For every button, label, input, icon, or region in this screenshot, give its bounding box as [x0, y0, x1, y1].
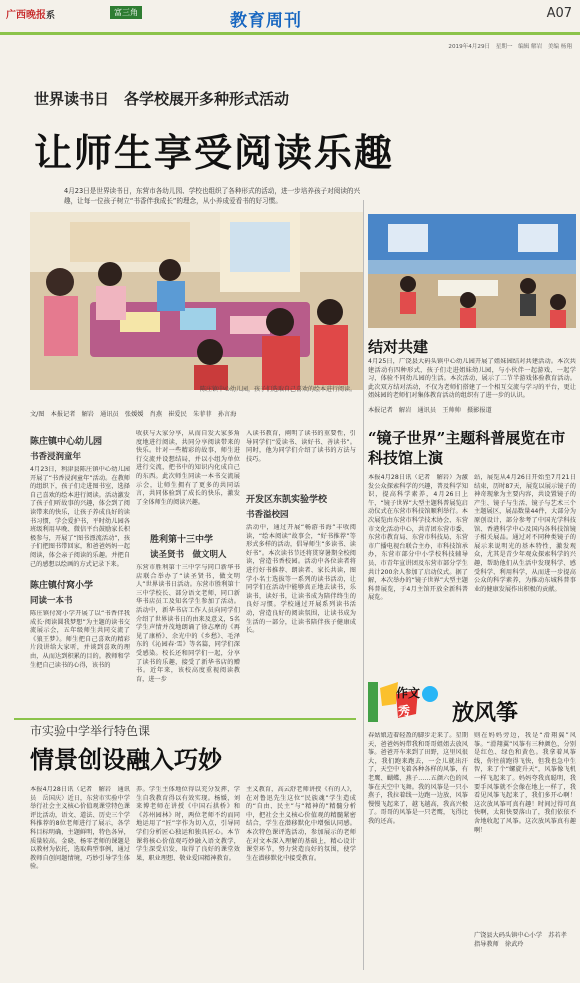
col3-subheading: 书香溢校园: [246, 510, 289, 520]
article5-col1: 本报4月28日讯（记者 解岩 通讯员 岳国庆）近日，东营市实验中学举行社会主义核心价值观课堂特色课评比活动，语文、道法、历史三个学科推荐的8位老师进行了展示，各学科目标明确，主题鲜明，特色各异，质量较高。金晓、杨零老师的课题是以教材为依托，选取典型事例，通过教师自创问题情境，巧妙引导学生体验。: [30, 786, 130, 871]
article5-col2: 养。学生主体地位得以充分发挥，学生自我教育得以有效实现。杨媛，刘来博老师在讲授《中国石拱桥》和《苏州园林》时，两位老师不约而同地运用了“匠”字作为切入点，引导同学们分析匠心独运和独具匠心。本节课将核心价值观巧妙融入语文教学，学生深受启发，取得了良好的课堂效果，职业理想、敬业爱国精神教育。: [136, 786, 240, 862]
col3-paragraph-1: 入读书教育，阐明了读书的重要性，引导同学们“爱读书、读好书、善读书”。同时，他为同学们介绍了读书的方法与技巧。: [246, 430, 356, 463]
column-divider-main: [363, 200, 364, 970]
col1-subheading-2: 同读一本书: [30, 596, 73, 606]
col3-heading: 开发区东凯实验学校: [246, 495, 328, 505]
article5-title: 情景创设融入巧妙: [30, 745, 222, 774]
essay-badge: [368, 680, 442, 724]
article4-title: 放风筝: [452, 700, 519, 726]
col1-paragraph-1: 4月23日，利津县陈庄镇中心幼儿园开展了“书香浸润童年”活动。在教师的组织下，孩子们走进图书室，选择自己喜欢的绘本进行阅读。活动激发了孩子们听故事的兴趣，体会到了阅读带来的快乐，让孩子养成良好的读书习惯，学会爱护书，平时幼儿园各班级利用早晚、微信平台鼓励家长积极参与，开展了“图书漂流活动”，孩子们把图书带回家，和爸爸妈妈一起阅读，体会亲子阅读的乐趣。并把自己的感想以绘画的方式记录下来。: [30, 466, 130, 568]
reading-photo-illustration: [30, 212, 364, 390]
newspaper-logo: [6, 6, 55, 21]
page-number: A07: [546, 6, 572, 21]
article1-lead: 世界读书日 各学校展开多种形式活动: [34, 90, 290, 108]
col1-heading-1: 陈庄镇中心幼儿园: [30, 437, 103, 447]
article3-col2: 站，展览从4月26日开始至7月21日结束，历时87天，展览以展示镜子的神奇现象为主要内容，共设置镜子的产生、镜子与生活、镜子与艺术三个主题展区，展品数量44件，大部分为原创设计，部分参考了中国光学科技馆、香港科学中心及国内各科技馆镜子相关展品。通过对不同种类镜子的展示来说明光的基本特性，激发观众，尤其是青少年观众探索科学的兴趣，帮助他们从生活中发现科学、感受科学、利用科学，从而进一步提高公众的科学素养，为推动东城科普事业的健康发展作出积极的贡献。: [474, 474, 576, 593]
reading-photo: [30, 212, 364, 390]
issue-meta: 2019年4月29日 星期一 编辑 解岩 美编 杨翔: [448, 44, 572, 50]
reading-photo-caption: 陈庄镇中心幼儿园，孩子们选取自己喜欢的绘本进行阅读。: [200, 386, 357, 393]
classroom-photo: [368, 214, 576, 328]
article4-col1: 春姑娘迈着轻盈的脚步走来了。星期天，爸爸妈妈带我和哥哥姐姐去放风筝。爸爸开车来到了田野，这里风很大，我们跑来跑去，一会儿就出汗了，天空中飞着各种各样的风筝，有老鹰、蝴蝶、燕子……五颜六色的风筝在天空中飞舞。我的风筝是一只小燕子，我拉着线一边跑一边放，风筝慢慢飞起来了，越飞越高，我高兴极了。哥哥的风筝是一只老鹰，飞得比我的还高。: [368, 732, 468, 825]
article4-byline: 广饶县大码头镇中心小学 苏若孝 指导教师 徐武玲: [474, 932, 573, 948]
col1-subheading-1: 书香浸润童年: [30, 452, 82, 462]
newspaper-name: 广西晚报: [6, 10, 46, 21]
article1-title: 让师生享受阅读乐趣: [34, 130, 395, 175]
essay-badge-top: 作文: [396, 686, 421, 700]
article3-col1: 本报4月28日讯（记者 解岩）为激发公众探索科学的兴趣，普及科学知识，提高科学素养，4月26日上午，“镜子世界”大型主题科普展览启动仪式在东营市科技馆顺利举行。本次展览由东营市科学技术协会、东营市文化活动中心，共青团东营市委、东营市教育局、东营市科技局、东营市广播电视台联合主办，市科技馆承办，东营市部分中小学校科技辅导员、市青年宣讲团及东营市部分学生共计200余人参加了启动仪式。据了解，本次举办的“镜子世界”大型主题科普展览，于4月主馆开放全新科普展览。: [368, 474, 468, 602]
series-label: 系: [46, 11, 56, 21]
section-divider: [14, 718, 356, 720]
header-rule: [0, 32, 580, 35]
article5-col3: 主义教育，高云舒老师讲授《有的人》，在对鲁迅先生这位“民族魂”学生造成的“自由、民主”与“精神的”精髓分析中，把社会主义核心价值观的精髓紧密结合，学生在潜移默化中增强认同感。本次特色课评选活动，参加展示的老师在对文本深入理解的基础上，精心设计课堂环节，努力营造良好的氛围，使学生在潜移默化中接受教育。: [246, 786, 356, 862]
edition-badge: 富三角: [110, 6, 142, 19]
col2-paragraph-1: 收获与大家分享，从而自发大家多角度地进行阅读，共同分享阅读带来的快乐。针对一些精彩的故事，师生进行交流并设想结局，并以小组为单位进行交流，把书中的知识内化成自己的东西。此次师生同读一本书交流展示会，让师生拥有了更多的共同话言，共同体验到了成长的快乐，激发了全体师生的阅读兴趣。: [136, 430, 240, 506]
article3-title: “镜子世界”主题科普展览在市科技馆上演: [368, 429, 566, 467]
article2-byline: 本报记者 解岩 通讯员 王帅帅 摄影报道: [368, 407, 492, 414]
article1-byline: 文/图 本报记者 解岩 通讯员 张媛媛 肖燕 崔爱民 朱菲菲 孙言海: [30, 411, 237, 418]
section-title: 教育周刊: [230, 11, 302, 31]
col3-paragraph-2: 活动中，通过开展“畅游书海”丰收阅读，“绘本阅读”故事会，“好书推荐”等形式多样的活动，倡导师生“多读书、读好书”。本次读书节还将贯穿暑期全校阅读，营造书香校园。活动中各位读者将进行好书推荐、朗读者、家长共读，图学小名士选拔等一系列的读书活动，让同学们在活动中能够真正地去读书，乐读书，读好书，让读书成为陪伴终生的良好习惯。学校通过开展系列读书活动，营造良好的阅读氛围，让读书成为生活的一部分，让读书陪伴孩子健康成长。: [246, 524, 356, 635]
article1-intro: 4月23日是世界读书日，东营市各幼儿园、学校也组织了各种形式的活动，进一步培养孩子对阅读的兴趣，让每一位孩子树立“书香伴我成长”的理念，从小养成爱看书的好习惯。: [64, 187, 361, 205]
col1-paragraph-2: 陈庄镇付窝小学开展了以“书香伴我成长·阅读圆我梦想”为主题的读书交流展示会，五年级师生共同交流了《狼王梦》。师生把自己喜欢的精彩片段讲给大家听，并谈到喜欢的理由，从而达到积累的目的。教师和学生把自己读书的心得，该书的: [30, 610, 130, 669]
essay-badge-bottom: 秀: [398, 704, 411, 718]
article5-lead: 市实验中学举行特色课: [30, 724, 151, 738]
col2-paragraph-2: 东营市胜利第十三中学与同口新华书店联合举办了“读圣贤书，做文明人”世界读书日活动。东营市胜利第十三中学校长、部分语文老师，同口新华书店员工及知名学生参加了活动。活动中，新华书店工作人员向同学们介绍了世界读书日的由来及意义，5名学生声情并茂地朗诵了徐志摩的《再见了康桥》、余光中的《乡愁》、毛泽东的《沁园春·雪》等名篇，同学们深受感染。校长还和同学们一起，分享了读书的乐趣，接受了新华书店的赠书。近年来，该校高度重视阅读教育，进一步: [136, 564, 240, 683]
article2-title: 结对共建: [368, 338, 429, 356]
col2-subheading: 读圣贤书 做文明人: [150, 550, 227, 560]
classroom-photo-illustration: [368, 214, 576, 328]
article4-col2: 则在妈妈旁边，我是“滑翔翼”风筝。“滑翔翼”风筝有三种颜色，分别是红色、绿色和黄色。我拿着风筝线，你往前跑得飞快，但我也急中生智，来了个“螺旋升天”，风筝像飞机一样飞起来了。妈妈夸我真聪明，我要手风筝就不会像在地上一样了，我看见风筝飞起来了，我们多开心啊！这次放风筝可真有趣！时间过得可真快啊，太阳快要落山了，我们依依不舍地收起了风筝。这次放风筝真有趣啊！: [474, 732, 576, 834]
article2-body: 4月25日，广饶县大码头镇中心幼儿园开展了姐妹园结对共建活动。本次共建活动有四种形式，孩子们走进姐妹幼儿园，与小伙伴一起游戏、一起学习，体验不同幼儿园的生活。本次活动，展示了二节半游戏体验教育活动。此次双方结对活动，不仅为老师们搭建了一个相互交流与学习的平台，更让姐妹园的老师们对集体教育活动的组织有了进一步的认识。: [368, 358, 576, 400]
col1-heading-2: 陈庄镇付窝小学: [30, 581, 94, 591]
col2-heading: 胜利第十三中学: [150, 535, 214, 545]
